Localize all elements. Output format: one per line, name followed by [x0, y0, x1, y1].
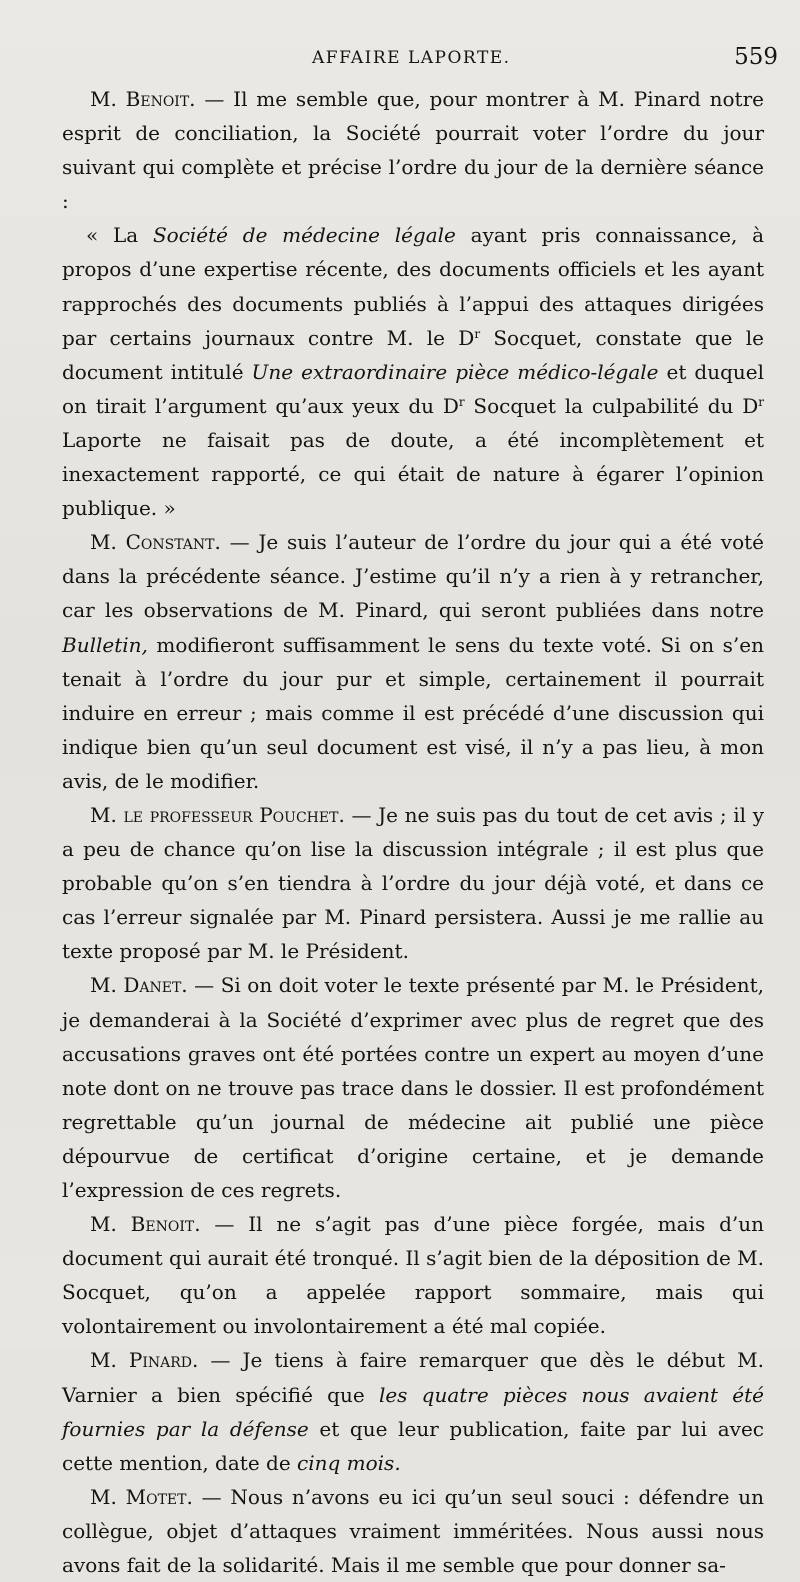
society-name: Société de médecine légale [152, 223, 456, 248]
emphasis-quote: les quatre pièces nous avaient été fournies par la défense [62, 1382, 765, 1441]
bulletin-title: Bulletin, [62, 632, 148, 657]
paragraph-benoit-1 [62, 82, 764, 218]
paragraph-text: — Je ne suis pas du tout de cet avis ; il y a peu de chance qu’on lise la discussion intégrale ; il est plus que probable qu’on s’en tiendra à l’ordre du jour déjà voté, et dans ce cas l’erreur signalée par M. Pinard persistera. Aussi je me rallie au texte proposé par M. le Président. [62, 802, 764, 964]
page-number: 559 [734, 44, 778, 70]
quote-text: Laporte ne faisait pas de doute, a été incomplètement et inexactement rapporté, ce qui était de nature à égarer l’opinion publique. » [62, 427, 764, 521]
paragraph-text: — Je suis l’auteur de l’ordre du jour qui a été voté dans la précédente séance. J’estime qu’il n’y a rien à y retrancher, car les observations de M. Pinard, qui seront publiées dans notre [62, 530, 764, 623]
document-title: Une extraordinaire pièce médico-légale [251, 359, 659, 384]
paragraph-text: — Il ne s’agit pas d’une pièce forgée, mais d’un document qui aurait été tronqué. Il s’agit bien de la déposition de M. Socquet, qu’on a appelée rapport sommaire, mais qui volontairement ou involontairement a été mal copiée. [62, 1212, 764, 1339]
speaker-name: M. Motet. [90, 1484, 193, 1509]
paragraph-constant [62, 525, 764, 798]
running-title: AFFAIRE LAPORTE. [312, 48, 511, 68]
paragraph-benoit-2 [62, 1207, 764, 1343]
quote-text: ayant pris connaissance, à propos d’une expertise récente, des documents officiels et les ayant rapprochés des documents publiés à l’appui des attaques dirigées par certains journaux contre M. le D [62, 223, 764, 350]
emphasis-duration: cinq mois. [297, 1450, 401, 1475]
paragraph-text: — Je tiens à faire remarquer que dès le début M. Varnier a bien spécifié que [62, 1348, 764, 1407]
page-body [62, 82, 764, 1582]
paragraph-motet [62, 1480, 764, 1582]
resolution-quote [62, 218, 764, 525]
paragraph-danet [62, 968, 764, 1207]
doctor-sup: r [458, 394, 465, 409]
speaker-name: M. Constant. [90, 530, 221, 555]
quote-open: « La [86, 223, 153, 248]
doctor-sup: r [758, 394, 764, 409]
quote-text: Socquet la culpabilité du D [464, 393, 759, 418]
speaker-name: M. Pinard. [90, 1348, 199, 1373]
speaker-name: M. Danet. [90, 973, 188, 998]
paragraph-text: — Nous n’avons eu ici qu’un seul souci : défendre un collègue, objet d’attaques vraiment imméritées. Nous aussi nous avons fait de la solidarité. Mais il me semble que pour donner sa- [62, 1484, 764, 1578]
paragraph-text: et que leur publication, faite par lui avec cette mention, date de [62, 1416, 764, 1475]
quote-text: et duquel on tirait l’argument qu’aux yeux du D [62, 359, 764, 418]
paragraph-pinard [62, 1343, 764, 1479]
speaker-name: M. Benoit. [90, 1212, 201, 1237]
paragraph-text: — Si on doit voter le texte présenté par M. le Président, je demanderai à la Société d’exprimer avec plus de regret que des accusations graves ont été portées contre un expert au moyen d’une note dont on ne trouve pas trace dans le dossier. Il est profondément regrettable qu’un journal de médecine ait publié une pièce dépourvue de certificat d’origine certaine, et je demande l’expression de ces regrets. [62, 973, 764, 1202]
paragraph-pouchet [62, 798, 764, 968]
speaker-name: M. Benoit. [90, 87, 196, 111]
paragraph-text: — Il me semble que, pour montrer à M. Pinard notre esprit de conciliation, la Société pourrait voter l’ordre du jour suivant qui complète et précise l’ordre du jour de la dernière séance : [62, 87, 764, 214]
page-header [0, 44, 800, 74]
speaker-name: M. le professeur Pouchet. [90, 802, 345, 827]
quote-text: Socquet, constate que le document intitulé [62, 325, 764, 384]
doctor-sup: r [474, 326, 481, 341]
paragraph-text: modifieront suffisamment le sens du texte voté. Si on s’en tenait à l’ordre du jour pur et simple, certainement il pourrait induire en erreur ; mais comme il est précédé d’une discussion qui indique bien qu’un seul document est visé, il n’y a pas lieu, à mon avis, de le modifier. [62, 632, 764, 793]
